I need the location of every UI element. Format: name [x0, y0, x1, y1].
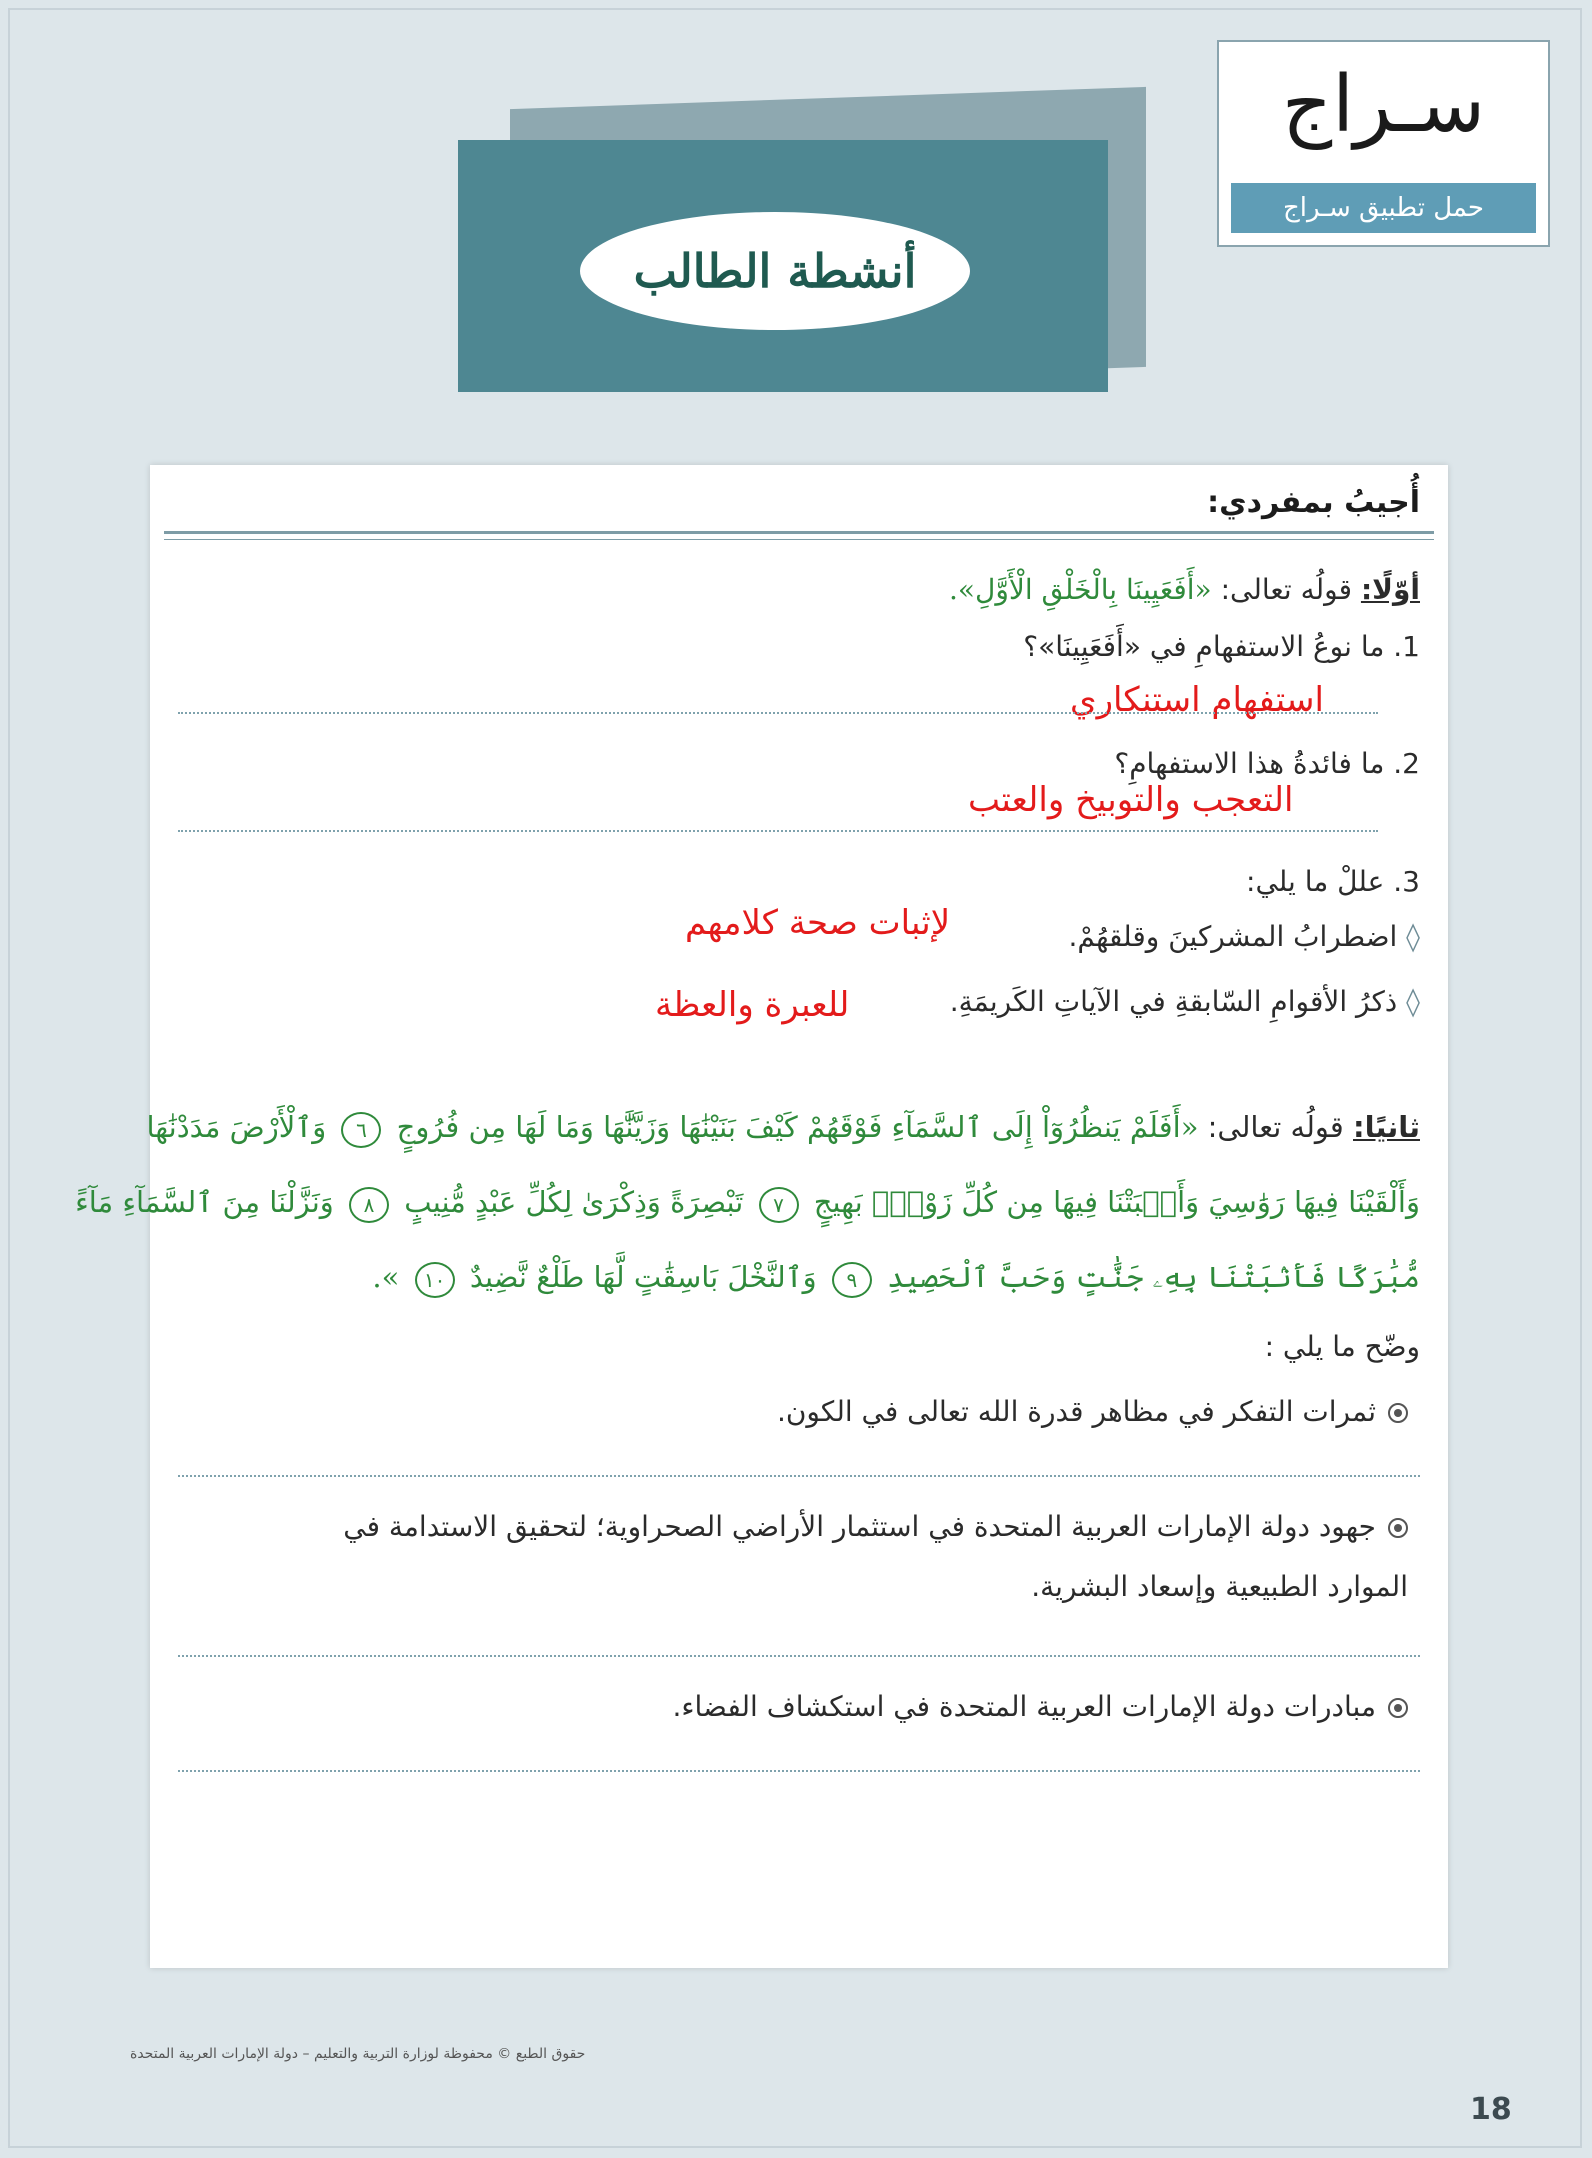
reason-item-1 — [1069, 920, 1420, 953]
answer-line-explain-3[interactable] — [178, 1770, 1420, 1772]
ayah-marker-8: ٨ — [349, 1187, 389, 1223]
copyright-notice: حقوق الطبع © محفوظة لوزارة التربية والتعليم – دولة الإمارات العربية المتحدة — [130, 2046, 586, 2062]
verse-segment: ». — [372, 1260, 400, 1294]
answer-4: للعبرة والعظة — [655, 985, 850, 1025]
explain-item-2-line1: جهود دولة الإمارات العربية المتحدة في استثمار الأراضي الصحراوية؛ لتحقيق الاستدامة في — [343, 1510, 1376, 1543]
reason-item-1-text: اضطرابُ المشركينَ وقلقهُمْ. — [1068, 920, 1398, 953]
verse-segment: وَأَلْقَيْنَا فِيهَا رَوَٰسِيَ وَأَنۢبَتْنَا فِيهَا مِن كُلِّ زَوْجٍۭ بَهِيجٍ — [813, 1185, 1420, 1219]
part2-label: ثانيًا: — [1353, 1110, 1420, 1144]
target-bullet-icon — [1388, 1698, 1408, 1718]
part2-verse-line-2 — [75, 1185, 1420, 1223]
part1-verse: «أَفَعَيِينَا بِالْخَلْقِ الْأَوَّلِ». — [949, 573, 1212, 606]
verse-segment: وَنَزَّلْنَا مِنَ ٱلسَّمَآءِ مَآءً — [75, 1185, 334, 1219]
explain-item-1 — [777, 1395, 1408, 1428]
ayah-marker-10: ١٠ — [415, 1262, 455, 1298]
answer-line-2[interactable] — [178, 830, 1378, 832]
verse-segment: «أَفَلَمْ يَنظُرُوٓاْ إِلَى ٱلسَّمَآءِ فَوْقَهُمْ كَيْفَ بَنَيْنَٰهَا وَزَيَّنَّٰهَا وَمَا لَهَا مِن فُرُوجٍ — [396, 1110, 1199, 1144]
answer-1: استفهام استنكاري — [1070, 680, 1324, 720]
part2-intro: قولُه تعالى: — [1207, 1110, 1344, 1144]
ayah-marker-9: ٩ — [832, 1262, 872, 1298]
part2-instruction: وضّح ما يلي : — [1264, 1330, 1420, 1363]
verse-segment: وَٱلنَّخْلَ بَاسِقَٰتٍ لَّهَا طَلْعٌ نَّضِيدٌ — [469, 1260, 817, 1294]
part1-label: أوّلًا: — [1360, 573, 1420, 606]
explain-item-3-text: مبادرات دولة الإمارات العربية المتحدة في استكشاف الفضاء. — [672, 1690, 1376, 1723]
target-bullet-icon — [1388, 1518, 1408, 1538]
verse-segment: وَٱلْأَرْضَ مَدَدْنَٰهَا — [146, 1110, 327, 1144]
page-number: 18 — [1470, 2092, 1512, 2127]
siraj-logo[interactable] — [1217, 40, 1550, 247]
diamond-bullet-icon: ◊ — [1406, 985, 1420, 1018]
logo-subtitle: حمل تطبيق سـراج — [1231, 183, 1536, 233]
answer-2: التعجب والتوبيخ والعتب — [968, 780, 1294, 820]
question-1: 1. ما نوعُ الاستفهامِ في «أَفَعَيِينَا»؟ — [1023, 630, 1420, 663]
verse-segment: تَبْصِرَةً وَذِكْرَىٰ لِكُلِّ عَبْدٍ مُّنِيبٍ — [404, 1185, 744, 1219]
part1-intro-line — [949, 573, 1420, 606]
ayah-marker-7: ٧ — [759, 1187, 799, 1223]
part2-verse-line-1 — [146, 1110, 1420, 1148]
activity-card — [75, 465, 1448, 1968]
answer-line-explain-2[interactable] — [178, 1655, 1420, 1657]
question-2: 2. ما فائدةُ هذا الاستفهامِ؟ — [1114, 747, 1420, 780]
verse-segment: مُّبَٰرَكًا فَأَنۢبَتْنَا بِهِۦ جَنَّٰتٍ وَحَبَّ ٱلْحَصِيدِ — [887, 1260, 1420, 1294]
part1-intro: قولُه تعالى: — [1220, 573, 1353, 606]
section-heading: أُجيبُ بمفردي: — [1207, 485, 1420, 520]
target-bullet-icon — [1388, 1403, 1408, 1423]
logo-title: سـراج — [1281, 60, 1486, 150]
heading-rule — [164, 531, 1434, 534]
answer-3: لإثبات صحة كلامهم — [685, 903, 951, 943]
reason-item-2 — [950, 985, 1420, 1018]
answer-line-explain-1[interactable] — [178, 1475, 1420, 1477]
answer-line-1[interactable] — [178, 712, 1378, 714]
banner-title: أنشطة الطالب — [633, 244, 917, 298]
reason-item-2-text: ذكرُ الأقوامِ السّابقةِ في الآياتِ الكَريمَةِ. — [949, 985, 1398, 1018]
explain-item-3 — [672, 1690, 1408, 1723]
explain-item-2 — [343, 1510, 1408, 1543]
question-3: 3. عللْ ما يلي: — [1246, 865, 1420, 898]
explain-item-1-text: ثمرات التفكر في مظاهر قدرة الله تعالى في الكون. — [776, 1395, 1376, 1428]
part2-verse-line-3 — [178, 1260, 1420, 1298]
diamond-bullet-icon: ◊ — [1406, 920, 1420, 953]
explain-item-2-cont: الموارد الطبيعية وإسعاد البشرية. — [1031, 1570, 1408, 1603]
ayah-marker-6: ٦ — [341, 1112, 381, 1148]
heading-rule-thin — [164, 539, 1434, 540]
